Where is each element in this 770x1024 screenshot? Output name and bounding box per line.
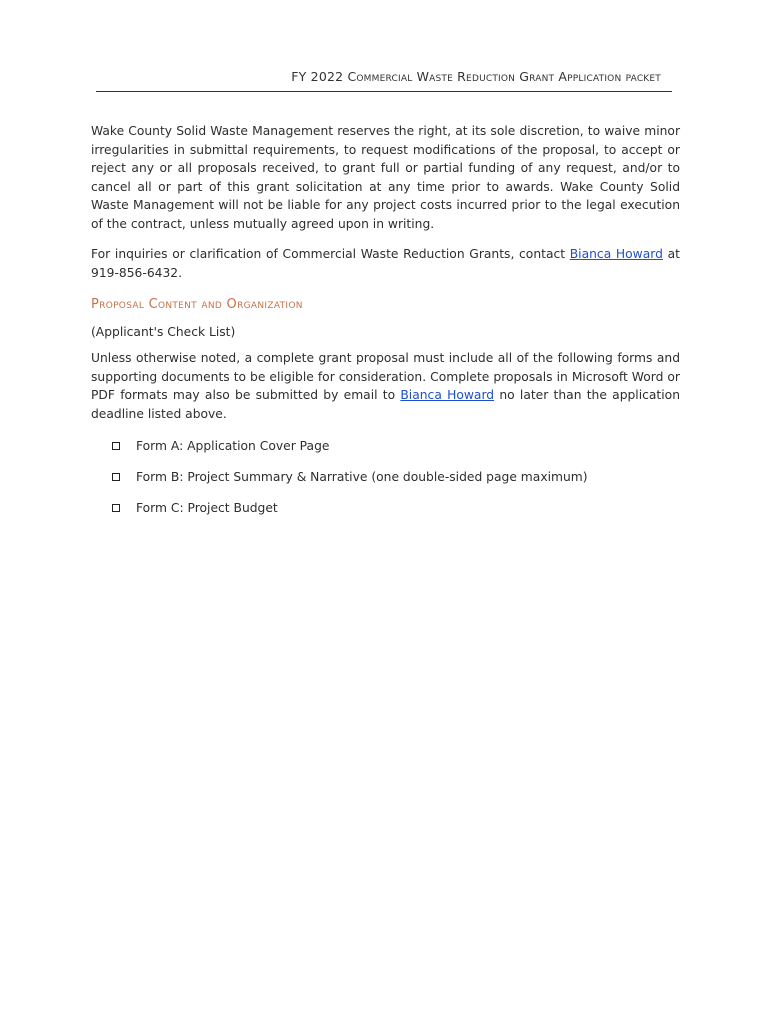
checklist-item-label: Form A: Application Cover Page xyxy=(136,438,330,453)
checklist-note: (Applicant's Check List) xyxy=(91,324,236,339)
checklist-item-label: Form C: Project Budget xyxy=(136,500,278,515)
checklist-item-label: Form B: Project Summary & Narrative (one double-sided page maximum) xyxy=(136,469,588,484)
contact-paragraph xyxy=(91,245,680,282)
forms-checklist xyxy=(91,437,680,517)
page-header xyxy=(96,66,672,92)
document-body xyxy=(91,122,680,530)
header-title: FY 2022 Commercial Waste Reduction Grant Application packet xyxy=(291,69,661,84)
contact-text-before: For inquiries or clarification of Commercial Waste Reduction Grants, contact xyxy=(91,247,570,261)
requirements-text-after: no later than the application deadline listed above. xyxy=(91,388,680,421)
list-item xyxy=(112,499,680,517)
submission-email-link[interactable]: Bianca Howard xyxy=(400,388,495,402)
list-item xyxy=(112,437,680,455)
checkbox-icon xyxy=(112,504,120,512)
disclaimer-paragraph: Wake County Solid Waste Management reserves the right, at its sole discretion, to waive minor irregularities in submittal requirements, to request modifications of the proposal, to accept or reject any or all proposals received, to grant full or partial funding of any request, and/or to cancel all or part of this grant solicitation at any time prior to awards. Wake County Solid Waste Management will not be liable for any project costs incurred prior to the legal execution of the contract, unless mutually agreed upon in writing. xyxy=(91,124,680,231)
list-item xyxy=(112,468,680,486)
section-heading: Proposal Content and Organization xyxy=(91,297,303,312)
contact-email-link[interactable]: Bianca Howard xyxy=(569,247,663,261)
requirements-paragraph xyxy=(91,349,680,423)
checkbox-icon xyxy=(112,473,120,481)
checkbox-icon xyxy=(112,442,120,450)
contact-text-after: at 919-856-6432. xyxy=(91,247,680,280)
requirements-text-before: Unless otherwise noted, a complete grant proposal must include all of the following forms and supporting documents to be eligible for consideration. Complete proposals in Microsoft Word or PDF formats may also be submitted by email to xyxy=(91,351,680,402)
